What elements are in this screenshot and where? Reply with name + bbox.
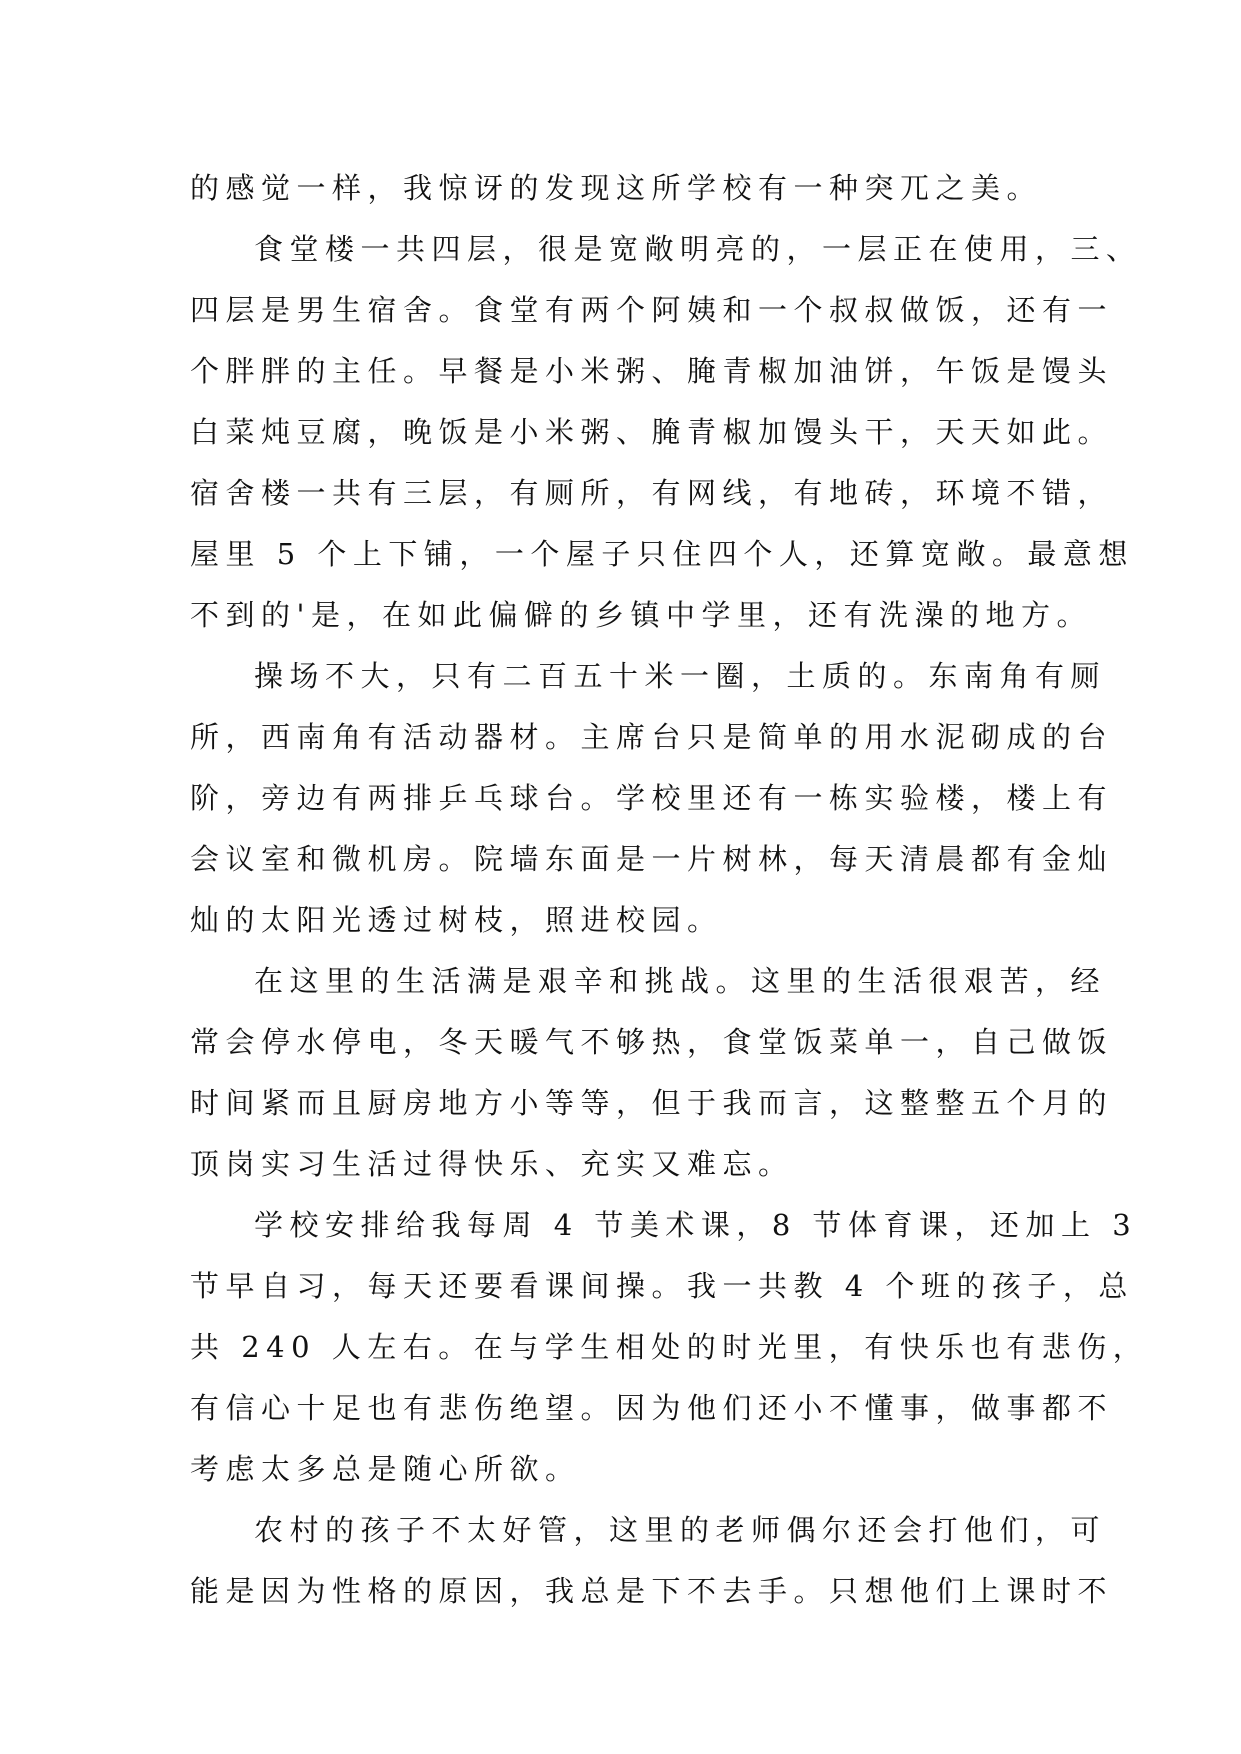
text-line: 阶，旁边有两排乒乓球台。学校里还有一栋实验楼，楼上有 [190,781,1114,815]
text-line: 白菜炖豆腐，晚饭是小米粥、腌青椒加馒头干，天天如此。 [190,415,1114,449]
paragraph-first-line: 学校安排给我每周 4 节美术课，8 节体育课，还加上 3 [254,1208,1138,1242]
text-line: 能是因为性格的原因，我总是下不去手。只想他们上课时不 [190,1574,1114,1608]
text-line: 宿舍楼一共有三层，有厕所，有网线，有地砖，环境不错， [190,476,1114,510]
text-line: 节早自习，每天还要看课间操。我一共教 4 个班的孩子，总 [190,1269,1134,1303]
body-text [190,158,1149,1622]
text-line: 四层是男生宿舍。食堂有两个阿姨和一个叔叔做饭，还有一 [190,293,1114,327]
text-line: 所，西南角有活动器材。主席台只是简单的用水泥砌成的台 [190,720,1114,754]
text-line: 有信心十足也有悲伤绝望。因为他们还小不懂事，做事都不 [190,1391,1114,1425]
text-line: 常会停水停电，冬天暖气不够热，食堂饭菜单一，自己做饭 [190,1025,1114,1059]
paragraph-first-line: 在这里的生活满是艰辛和挑战。这里的生活很艰苦，经 [254,964,1107,998]
paragraph-first-line: 食堂楼一共四层，很是宽敞明亮的，一层正在使用，三、 [254,232,1142,266]
text-line: 个胖胖的主任。早餐是小米粥、腌青椒加油饼，午饭是馒头 [190,354,1114,388]
text-line: 考虑太多总是随心所欲。 [190,1452,581,1486]
text-line: 不到的'是，在如此偏僻的乡镇中学里，还有洗澡的地方。 [190,598,1092,632]
text-line: 的感觉一样，我惊讶的发现这所学校有一种突兀之美。 [190,171,1043,205]
text-line: 灿的太阳光透过树枝，照进校园。 [190,903,723,937]
paragraph-first-line: 操场不大，只有二百五十米一圈，土质的。东南角有厕 [254,659,1107,693]
text-line: 共 240 人左右。在与学生相处的时光里，有快乐也有悲伤， [190,1330,1149,1364]
paragraph-first-line: 农村的孩子不太好管，这里的老师偶尔还会打他们，可 [254,1513,1107,1547]
text-line: 顶岗实习生活过得快乐、充实又难忘。 [190,1147,794,1181]
text-line: 时间紧而且厨房地方小等等，但于我而言，这整整五个月的 [190,1086,1114,1120]
text-line: 会议室和微机房。院墙东面是一片树林，每天清晨都有金灿 [190,842,1114,876]
text-line: 屋里 5 个上下铺，一个屋子只住四个人，还算宽敞。最意想 [190,537,1134,571]
